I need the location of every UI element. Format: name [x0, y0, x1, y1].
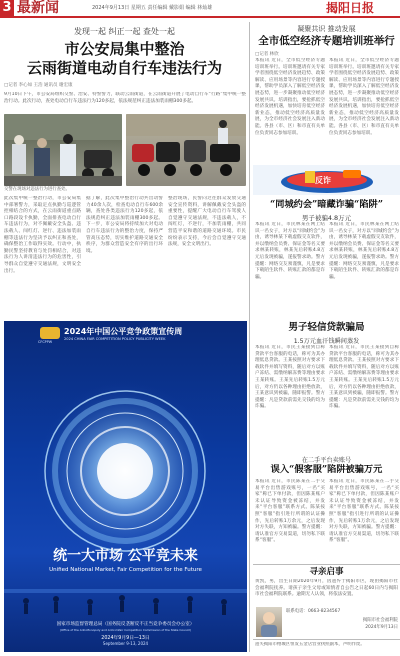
notice-title: 寻亲启事 [309, 567, 344, 577]
main-story-column-1: 此次集中统一整治行动，市公安局集中部署警力，采取定点执勤与巡逻管控相结合的方式，在云雨街道重点路口路段设卡执勤，全面排查电动自行车违法行为，对不佩戴安全头盔、违法载人、闯红灯、逆行、违法加装雨棚等违法行为坚决予以纠正和查处，确保整治工作取得实效。行动中，执勤民警坚持教育与处罚相结合，对违法行为人讲清违法行为的危害性，引导群众自觉遵守交通法规，文明安全出行。 [4, 196, 81, 274]
ad-slogan-cn: 统一大市场 公平竞未来 [53, 548, 198, 564]
ad-dates-en: September 9-13, 2024 [102, 641, 149, 646]
loan-story-body-1: 本报讯 近日，市民王某接到自称贷款平台客服的电话，称可为其办理低息贷款。王某按照对方要求下载软件并填写资料，随后对方以账户冻结、需缴纳解冻费等理由要求王某转账。王某先后转账1.5万元后，对方仍以各种理由拒绝放款，王某意识到被骗，随即报警。警方提醒：凡是贷款前需先交钱的均为诈骗。 [255, 345, 325, 410]
right-kicker: 凝聚共识 推动发展 [297, 25, 356, 33]
notice-body: 黄凯，男，出生日期2020年9月，因遗弃于揭阳市区，现由揭阳市社会福利院抚养。请孩子亲生父母或知情者自公告之日起60日内与揭阳市社会福利院联系。逾期无人认领，将依法安置。 [255, 579, 398, 598]
scooter-scene-illustration [126, 114, 246, 186]
ad-title-en: 2024 CHINA FAIR COMPETITION POLICY PUBLICITY WEEK [64, 337, 166, 341]
main-story-column-2: 据了解，此次集中整治行动共出动警力40余人次，检查电动自行车600余辆，查处各类违法行为120多起，依法规范纠正违法加装雨棚300多起。下一步，市公安局将持续加大对电动自行车违法行为的整治力度，保持严管高压态势，切实维护道路交通安全秩序，为群众营造安全有序的出行环境。 [86, 196, 163, 254]
shop-story-kicker: 在二手平台卖账号 [301, 457, 352, 464]
shop-story-body-1: 本报讯 近日，市民陈某在二手交易平台出售游戏账号，一名“买家”称已下单付款，但因陈某账户未认证导致资金被冻结，并发来“平台客服”联系方式。陈某按照“客服”指引进行所谓的认证操作，先后转账1万余元，之后发现对方失联，方知被骗。警方提醒：请认准官方交易渠道，切勿私下联系“客服”。 [255, 479, 325, 544]
anti-fraud-badge-text: 反诈 [315, 176, 331, 185]
shop-story-body-2: 本报讯 近日，市民陈某在二手交易平台出售游戏账号，一名“买家”称已下单付款，但因陈某账户未认证导致资金被冻结，并发来“平台客服”联系方式。陈某按照“客服”指引进行所谓的认证操作，先后转账1万余元，之后发现对方失联，方知被骗。警方提醒：请认准官方交易渠道，切勿私下联系“客服”。 [329, 479, 399, 544]
main-photo-caption: 交警在现场对违法行为进行查处。 [4, 187, 70, 192]
ad-slogan-en: Unified National Market, Fair Competition for the Future [49, 567, 202, 573]
fraud-story-body-2: 本报讯 近日，市民林某在网上结识一名女子，对方以“同城约会”为由，诱导林某下载虚假交友软件，并以缴纳会员费、保证金等名义要求林某转账，林某先后转账4.8万元后发现被骗，遂报警求助。警方提醒：网络交友须谨慎，凡是要求下载陌生软件、转账汇款的都是诈骗。 [329, 222, 399, 280]
ad-ring-graphic [4, 321, 247, 652]
footer-divider [253, 639, 400, 640]
right-top-body-1: 本报讯 近日，全市低空经济专题培训班举行。培训班邀请有关专家学者围绕低空经济发展趋势、政策解读、应用场景等内容进行专题授课，帮助学员深入了解低空经济发展态势，进一步凝聚推动低空经济发展共识。培训指出，要抢抓低空经济发展机遇，加快培育低空经济新业态，推动低空经济高质量发展，为全市经济社会发展注入新动能。各县（市、区）和市直有关单位负责同志参加培训。 [255, 58, 325, 136]
page-header [0, 0, 400, 18]
child-portrait-illustration [256, 607, 282, 637]
main-story-kicker: 发现一起 纠正一起 查处一起 [73, 27, 176, 36]
police-scene-illustration [4, 114, 122, 186]
issue-meta: 2024年9月13日 星期五 责任编辑 戴影娟 编辑 林灿雄 [92, 5, 213, 11]
fraud-story-subtitle: 男子被骗4.8万元 [301, 214, 352, 222]
cfcppw-logo-icon [40, 327, 60, 339]
ad-dates-cn: 2024年9月9日—13日 [101, 636, 150, 641]
loan-story-title: 男子轻信贷款骗局 [288, 322, 365, 333]
main-story-byline: □记者 李心如 王浩 通讯员 谢宏康 [4, 83, 73, 88]
loan-story-subtitle: 1.5万元血汗钱瞬间蒸发 [293, 338, 360, 345]
loan-story-body-2: 本报讯 近日，市民王某接到自称贷款平台客服的电话，称可为其办理低息贷款。王某按照对方要求下载软件并填写资料，随后对方以账户冻结、需缴纳解冻费等理由要求王某转账。王某先后转账1.5万元后，对方仍以各种理由拒绝放款，王某意识到被骗，随即报警。警方提醒：凡是贷款前需先交钱的均为诈骗。 [329, 345, 399, 410]
ad-host-cn: 国家市场监督管理总局（国务院反垄断反不正当竞争委员会办公室） [56, 622, 195, 627]
ad-org-short: CFCPPW [38, 340, 53, 344]
police-photo-left [4, 114, 122, 186]
notice-contact: 联系电话：0663-8234567 [286, 609, 341, 614]
notice-divider [253, 564, 400, 565]
right-top-title: 全市低空经济专题培训班举行 [258, 35, 395, 47]
newspaper-brand: 揭阳日报 [326, 1, 375, 15]
notice-child-photo [256, 607, 282, 637]
notice-date: 2024年9月13日 [365, 625, 398, 630]
police-photo-right [126, 114, 246, 186]
notice-org: 揭阳市社会福利院 [362, 618, 398, 623]
shop-story-title: 误入“假客服”陷阱被骗万元 [270, 464, 383, 475]
section-title: 最新闻 [17, 0, 59, 16]
main-story-title-2: 云雨街道电动自行车违法行为 [26, 59, 222, 77]
ad-title-cn: 2024年中国公平竞争政策宣传周 [64, 327, 183, 336]
main-story-title-1: 市公安局集中整治 [64, 40, 185, 58]
fair-competition-ad [4, 321, 247, 652]
ad-host-en: (Office of the Anti-Monopoly and Anti-Unfair Competition Commission of the State Council) [59, 628, 192, 632]
right-top-byline: □记者 林欣 [255, 52, 279, 57]
fraud-story-body-1: 本报讯 近日，市民林某在网上结识一名女子，对方以“同城约会”为由，诱导林某下载虚假交友软件，并以缴纳会员费、保证金等名义要求林某转账，林某先后转账4.8万元后发现被骗，遂报警求助。警方提醒：网络交友须谨慎，凡是要求下载陌生软件、转账汇款的都是诈骗。 [255, 222, 325, 280]
classified-ad: 遗失揭阳市榕城区恒发五金店营业执照副本，声明作废。 [255, 642, 365, 647]
main-story-lead: 9月10日下午，市公安局组织交警、治安、特警警力，联动云雨街道，在云雨街道开展了电动自行车“行路”集中统一整治行动。此次行动，查处电动自行车违法行为120多起，依法规范纠正违法加装雨棚300多起。 [4, 92, 246, 104]
column-divider [249, 22, 250, 652]
right-top-body-2: 本报讯 近日，全市低空经济专题培训班举行。培训班邀请有关专家学者围绕低空经济发展趋势、政策解读、应用场景等内容进行专题授课，帮助学员深入了解低空经济发展态势，进一步凝聚推动低空经济发展共识。培训指出，要抢抓低空经济发展机遇，加快培育低空经济新业态，推动低空经济高质量发展，为全市经济社会发展注入新动能。各县（市、区）和市直有关单位负责同志参加培训。 [329, 58, 399, 136]
main-story-column-3: 整治现场，民警向过往群众发放交通安全宣传资料，讲解佩戴安全头盔的重要性，提醒广大电动自行车驾驶人自觉遵守交通法规，不违法载人，不闯红灯，不逆行，不加装雨棚，共同营造平安和谐的道路交通环境。市民纷纷表示支持，今后会自觉遵守交通法规，安全文明出行。 [168, 196, 246, 248]
anti-fraud-banner [253, 165, 400, 195]
fraud-story-title: “同城约会”暗藏诈骗“陷阱” [269, 199, 383, 210]
page-number: 3 [0, 0, 14, 16]
